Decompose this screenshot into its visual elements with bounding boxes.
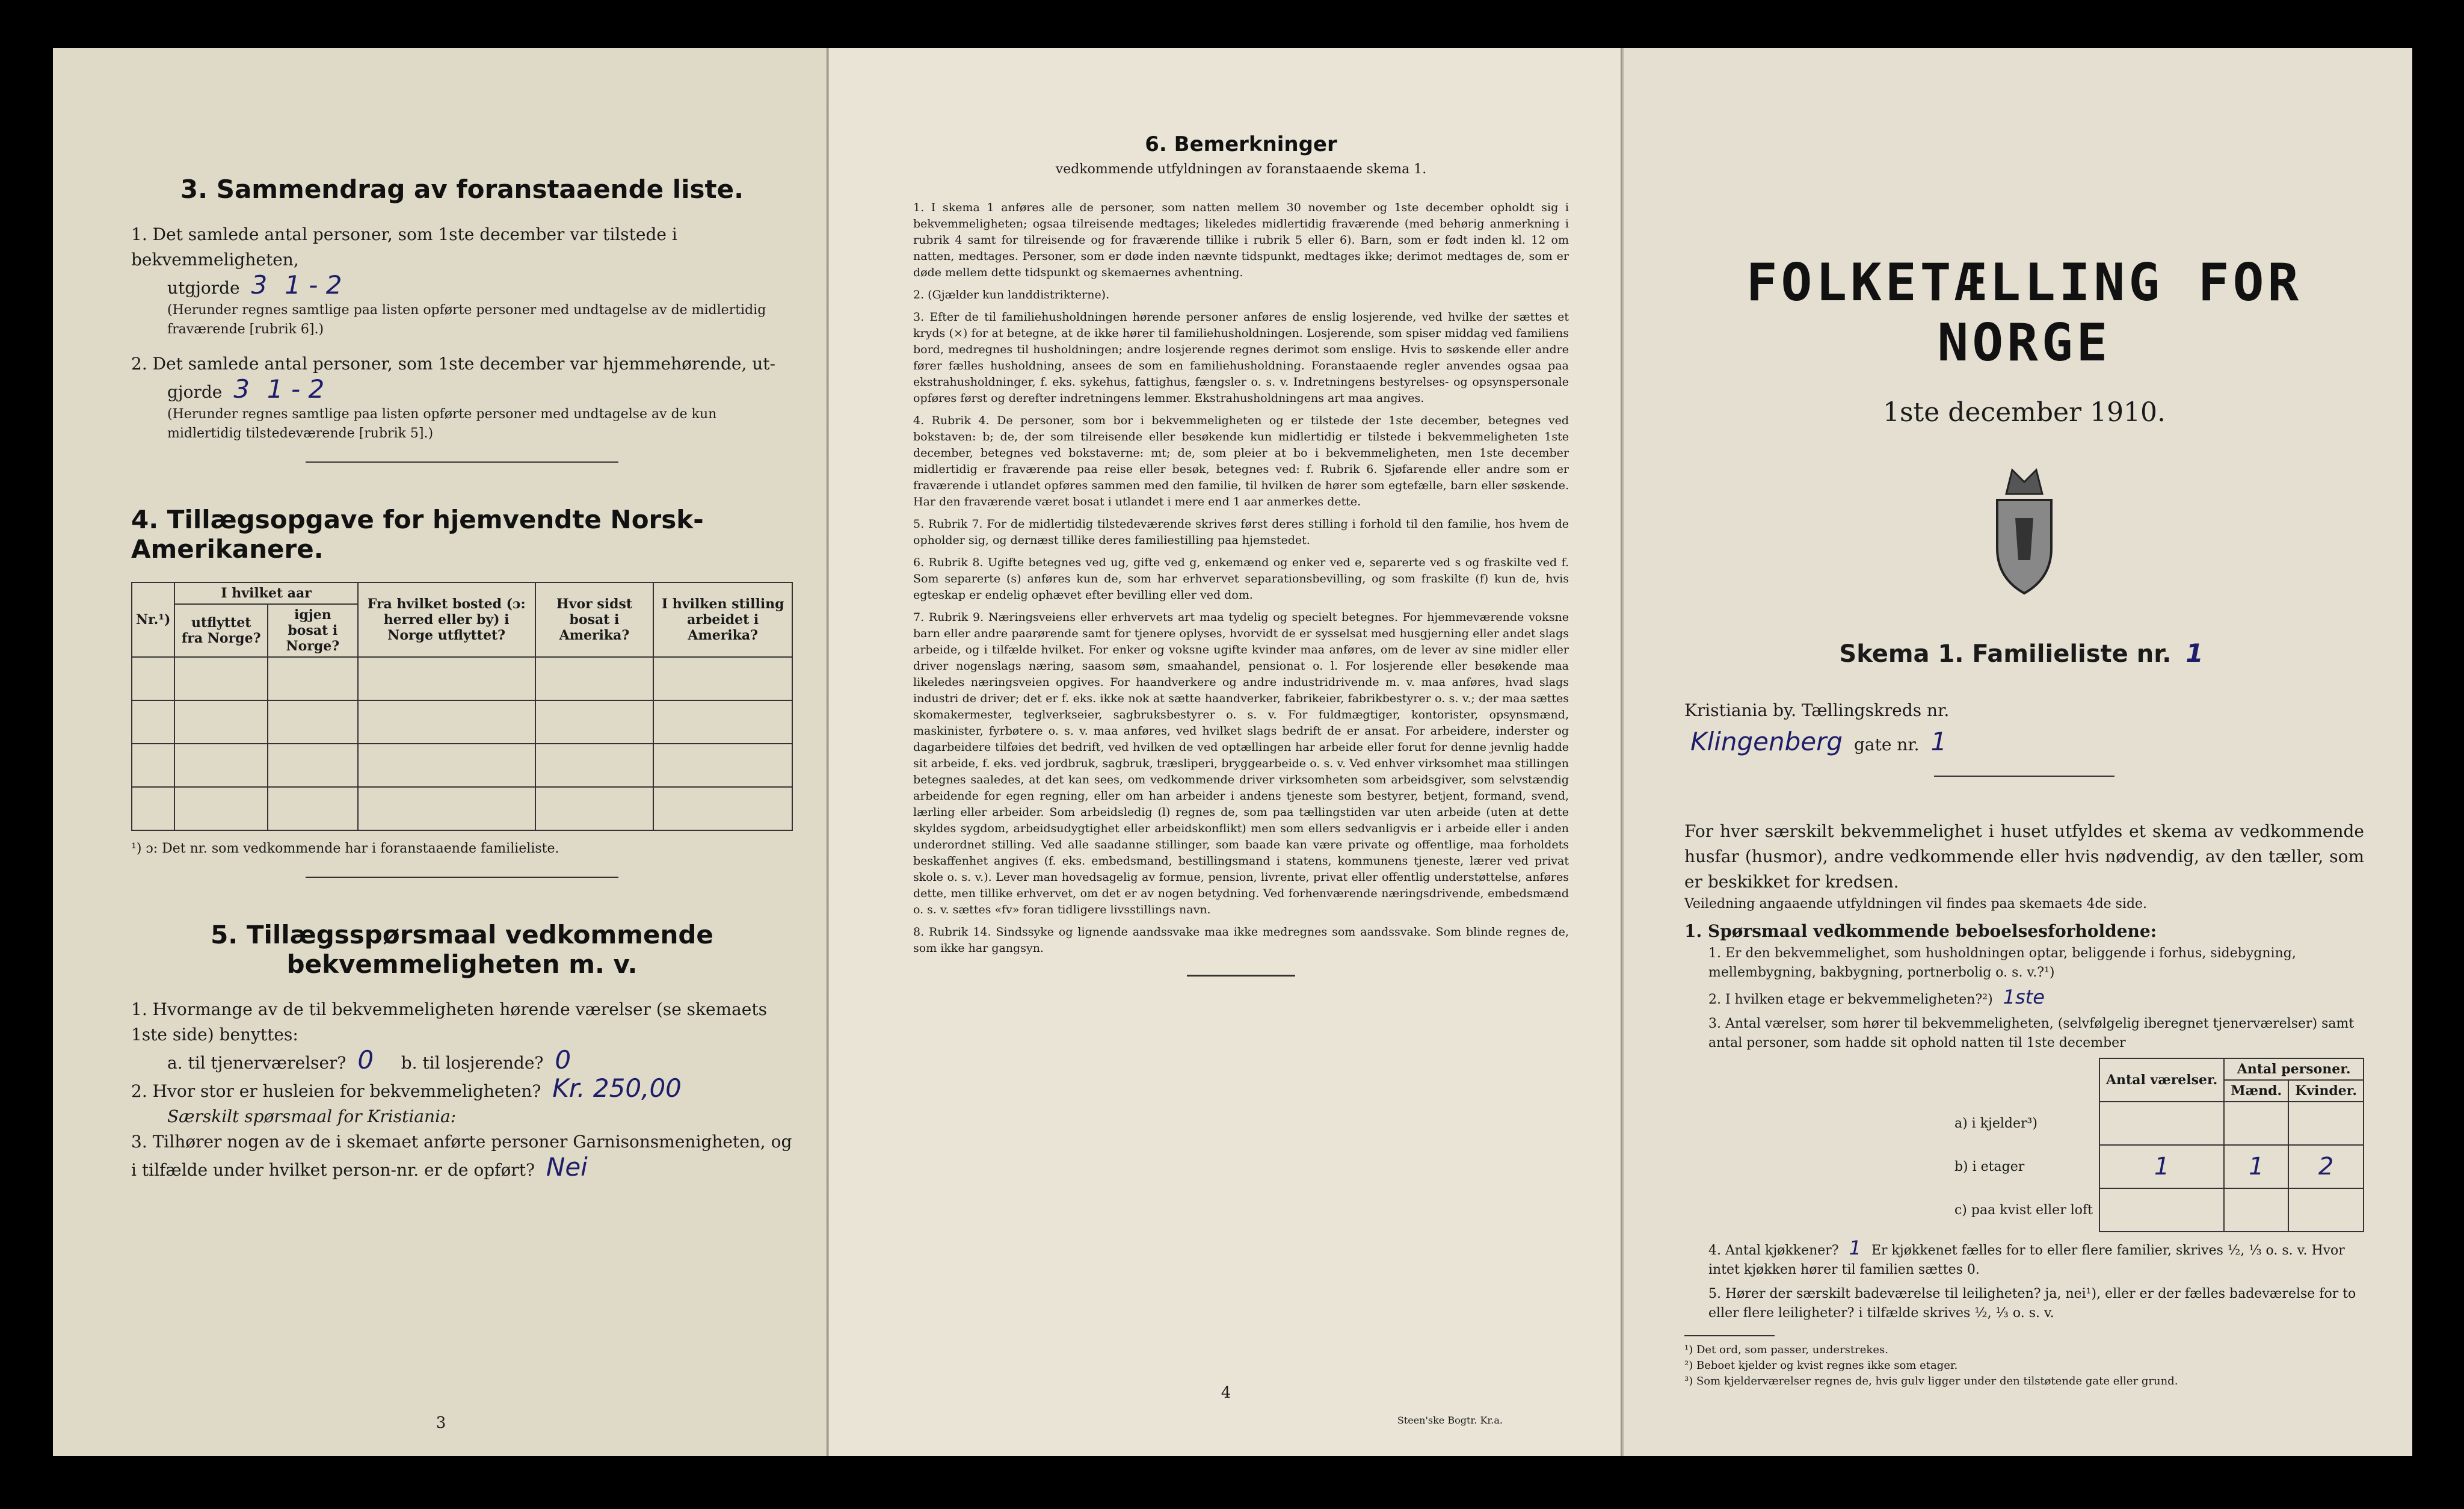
intro-text: For hver særskilt bekvemmelighet i huset utfyldes et skema av vedkommende husfar (husmor), andre vedkommende eller hvis nødvendig, av den tæller, som er beskikket for kredsen. xyxy=(1684,821,2364,892)
street-number: 1 xyxy=(1930,727,1947,756)
table-row xyxy=(1948,1102,2364,1145)
divider xyxy=(1187,975,1295,977)
row-label: b) i etager xyxy=(1954,1159,2025,1174)
table-row xyxy=(132,657,792,700)
sec3-item1-hand: 1 - 2 xyxy=(285,270,342,300)
page-number: 3 xyxy=(436,1414,446,1432)
sec5-item2-hand: Kr. 250,00 xyxy=(552,1073,682,1103)
sec3-item2-value: 3 xyxy=(233,374,250,404)
sec5-item1: 1. Hvormange av de til bekvemmeligheten hørende værelser (se skemaets 1ste side) benyttes: xyxy=(131,999,767,1045)
table-row xyxy=(132,787,792,830)
street-name: Klingenberg xyxy=(1690,727,1843,756)
footnote: ³) Som kjelderværelser regnes de, hvis gulv ligger under den tilstøtende gate eller grund. xyxy=(1684,1375,2178,1387)
divider xyxy=(306,877,618,878)
sec3-item2-prefix: gjorde xyxy=(167,382,223,402)
divider xyxy=(1934,776,2114,777)
sec5-item3-line xyxy=(131,1129,793,1183)
remark-item: 6. Rubrik 8. Ugifte betegnes ved ug, gifte ved g, enkemænd og enker ved e, separerte ved s og fraskilte ved f. Som separerte (s) anføres kun de, som har erhvervet separationsbevilling, og som fraskilte (f) kun de, hvis egteskap er endelig ophævet efter bevilling eller ved dom. xyxy=(913,556,1569,602)
women-value: 2 xyxy=(2288,1145,2364,1188)
remark-item: 3. Efter de til familiehusholdningen hørende personer anføres de enslig losjerende, ved hvilke der sættes et kryds (×) for at betegne, at de ikke hører til familiehusholdningen. Losjerende, som spiser middag ved familiens bord, medregnes til husholdningen; andre losjerende regnes derimot som enslige. Hvis to søskende eller andre fører fælles husholdning, ansees de som en familiehusholdning. Foranstaaende regler anvendes ogsaa paa ekstrahusholdninger, f. eks. sykehus, fattighus, fængsler o. s. v. Indretningens bestyrelses- og opsynspersonale opføres først og derefter indretningens lemmer. Ekstrahusholdningens art maa angives. xyxy=(913,310,1569,405)
remark-item: 5. Rubrik 7. For de midlertidig tilstedeværende skrives først deres stilling i forhold til den familie, hos hvem de opholder sig, og dernæst tillike deres familiestilling paa hjemstedet. xyxy=(913,517,1569,547)
q1-item1: 1. Er den bekvemmelighet, som husholdningen optar, beliggende i forhus, sidebygning, mellembygning, bakbygning, portnerbolig o. s. v.?¹) xyxy=(1708,946,2296,980)
sec3-item1-note: (Herunder regnes samtlige paa listen opførte personer med undtagelse av de midlertidig fraværende [rubrik 6].) xyxy=(167,303,766,337)
sec3-item2: 2. Det samlede antal personer, som 1ste december var hjemmehørende, ut- xyxy=(131,354,775,374)
q1-item2-line xyxy=(1708,987,2364,1010)
sec3-item2-note: (Herunder regnes samtlige paa listen opførte personer med undtagelse av de kun midlertidig tilstedeværende [rubrik 5].) xyxy=(167,407,717,441)
sec3-item1-prefix: utgjorde xyxy=(167,278,240,298)
sec5-kristiania: Særskilt spørsmaal for Kristiania: xyxy=(167,1106,457,1126)
footnote: ²) Beboet kjelder og kvist regnes ikke som etager. xyxy=(1684,1359,1958,1372)
sec5-item1a-hand: 0 xyxy=(357,1045,374,1075)
page-number: 4 xyxy=(1221,1384,1231,1402)
q1-item2: 2. I hvilken etage er bekvemmeligheten?²) xyxy=(1708,992,1993,1007)
remark-item: 7. Rubrik 9. Næringsveiens eller erhvervets art maa tydelig og specielt betegnes. For hjemmeværende voksne barn eller andre paarørende samt for tjenere oplyses, hvorvidt de er sysselsat med husgjerning eller andet slags arbeide, og i tilfælde hvilket. For enker og voksne ugifte kvinder maa anføres, om de lever av sine midler eller driver nogenslags næring, saasom søm, smaahandel, pensionat o. l. For losjerende eller besøkende maa likeledes næringsveien opgives. For haandverkere og andre industridrivende m. v. maa anføres, hvad slags industri de driver; det er f. eks. ikke nok at sætte haandverker, fabrikeier, fabrikbestyrer o. s. v.; der maa sættes skomakermester, teglverkseier, sagbruksbestyrer o. s. v. For fuldmægtiger, kontorister, opsynsmænd, maskinister, fyrbøtere o. s. v. maa anføres, ved hvilket slags bedrift de er ansat. For arbeidere, inderster og dagarbeidere tilføies det bedrift, ved hvilken de ved optællingen har arbeide eller forut for denne jevnlig hadde sit arbeide, f. eks. ved jordbruk, sagbruk, træsliperi, bryggearbeide o. s. v. Ved enhver virksomhet maa stillingen betegnes saaledes, at det kan sees, om vedkommende driver virksomheten som arbeidsgiver, som selvstændig arbeidende for egen regning, eller om han arbeider i andens tjeneste som bestyrer, betjent, formand, svend, lærling eller arbeider. Som arbeidsledig (l) regnes de, som paa tællingstiden var uten arbeide (uten at dette skyldes sygdom, arbeidsudygtighet eller arbeidskonflikt) men som ellers sedvanligvis er i arbeide eller i anden underordnet stilling. Ved alle saadanne stillinger, som baade kan være private og offentlige, maa forholdets beskaffenhet angives (f. eks. embedsmand, bestillingsmand i statens, kommunens tjeneste, lærer ved privat skole o. s. v.). Lever man hovedsagelig av formue, pension, livrente, privat eller offentlig understøttelse, anføres dette, men tillike erhvervet, om det er av nogen betydning. Ved forhenværende næringsdrivende, embedsmænd o. s. v. sættes «fv» foran tidligere livsstillings navn. xyxy=(913,611,1569,916)
sec3-item1-value: 3 xyxy=(251,270,268,300)
census-title: FOLKETÆLLING FOR NORGE xyxy=(1746,253,2303,373)
row-label: c) paa kvist eller loft xyxy=(1954,1202,2093,1218)
q1-item4-line xyxy=(1708,1238,2364,1280)
sec5-item2-line xyxy=(131,1073,793,1104)
skema-line xyxy=(1684,638,2364,668)
col-last-residence: Hvor sidst bosat i Amerika? xyxy=(535,582,654,657)
q1-item4-rest: Er kjøkkenet fælles for to eller flere familier, skrives ½, ⅓ o. s. v. Hvor intet kjøkken hører til familien sættes 0. xyxy=(1708,1243,2345,1277)
divider xyxy=(1684,1335,1775,1336)
col-men: Mænd. xyxy=(2224,1080,2288,1102)
section-3-title: 3. Sammendrag av foranstaaende liste. xyxy=(180,174,744,204)
sec5-item3-hand: Nei xyxy=(546,1152,588,1182)
section-4-title: 4. Tillægsopgave for hjemvendte Norsk-Amerikanere. xyxy=(131,505,704,564)
sec5-item1b: b. til losjerende? xyxy=(401,1053,544,1073)
remark-item: 2. (Gjælder kun landdistrikterne). xyxy=(913,288,1110,301)
remark-item: 1. I skema 1 anføres alle de personer, som natten mellem 30 november og 1ste december opholdt sig i bekvemmeligheten; ogsaa tilreisende medtages; likeledes midlertidig fraværende (med behørig anmerkning i rubrik 4 samt for tilreisende og for fraværende tillike i rubrik 5 eller 6). Barn, som er født inden kl. 12 om natten, medtages. Personer, som er døde inden nævnte tidspunkt, medtages ikke; derimot medtages de, som er døde mellem dette tidspunkt og skemaernes avhentning. xyxy=(913,201,1569,279)
sec3-item1: 1. Det samlede antal personer, som 1ste december var tilstede i bekvemmeligheten, xyxy=(131,224,677,270)
table-row xyxy=(132,700,792,744)
sec5-item3: 3. Tilhører nogen av de i skemaet anførte personer Garnisonsmenigheten, og i tilfælde under hvilket person-nr. er de opført? xyxy=(131,1132,792,1180)
census-date: 1ste december 1910. xyxy=(1882,397,2166,428)
footnote: ¹) Det ord, som passer, understrekes. xyxy=(1684,1344,1888,1356)
q1-item4: 4. Antal kjøkkener? xyxy=(1708,1243,1839,1258)
sec5-item1-answers xyxy=(167,1045,793,1076)
col-group-year: I hvilket aar xyxy=(174,582,357,604)
col-women: Kvinder. xyxy=(2288,1080,2364,1102)
men-value: 1 xyxy=(2224,1145,2288,1188)
norsk-amerikanere-table xyxy=(131,582,793,831)
sec3-item2-answer xyxy=(167,374,793,405)
section-5-title: 5. Tillægsspørsmaal vedkommende bekvemmeligheten m. v. xyxy=(211,920,713,979)
rooms-value: 1 xyxy=(2099,1145,2224,1188)
remark-item: 8. Rubrik 14. Sindssyke og lignende aandssvake maa ikke medregnes som aandssvake. Som blinde regnes de, som ikke har gangsyn. xyxy=(913,925,1569,955)
skema-label: Skema 1. Familieliste nr. xyxy=(1839,640,2172,668)
sec3-item1-answer xyxy=(167,270,793,301)
col-occupation: I hvilken stilling arbeidet i Amerika? xyxy=(653,582,792,657)
rooms-persons-table xyxy=(1948,1058,2364,1232)
col-emigrated: utflyttet fra Norge? xyxy=(174,604,268,657)
table-row xyxy=(132,744,792,787)
col-returned: igjen bosat i Norge? xyxy=(268,604,358,657)
intro-note: Veiledning angaaende utfyldningen vil findes paa skemaets 4de side. xyxy=(1684,896,2148,912)
col-nr: Nr.¹) xyxy=(132,582,174,657)
row-label: a) i kjelder³) xyxy=(1954,1116,2037,1131)
street-suffix: gate nr. xyxy=(1853,735,1920,754)
city-line: Kristiania by. Tællingskreds nr. xyxy=(1684,700,1950,720)
middle-page xyxy=(829,48,1623,1456)
sec4-footnote: ¹) ɔ: Det nr. som vedkommende har i foranstaaende familieliste. xyxy=(131,841,559,856)
q1-item2-hand: 1ste xyxy=(2003,986,2045,1008)
divider xyxy=(306,461,618,463)
right-page xyxy=(1624,48,2412,1456)
col-group-persons: Antal personer. xyxy=(2224,1058,2364,1080)
remarks-subtitle: vedkommende utfyldningen av foranstaaende skema 1. xyxy=(1055,162,1427,177)
col-from-where: Fra hvilket bosted (ɔ: herred eller by) i Norge utflyttet? xyxy=(358,582,535,657)
norway-crest-icon xyxy=(1979,458,2069,596)
skema-number: 1 xyxy=(2185,638,2204,668)
q1-title: 1. Spørsmaal vedkommende beboelsesforholdene: xyxy=(1684,921,2157,941)
sec5-item1a: a. til tjenerværelser? xyxy=(167,1053,346,1073)
q1-item3: 3. Antal værelser, som hører til bekvemmeligheten, (selvfølgelig iberegnet tjenerværelser) samt antal personer, som hadde sit ophold natten til 1ste december xyxy=(1708,1016,2355,1051)
sec3-item2-hand: 1 - 2 xyxy=(266,374,325,404)
table-row xyxy=(1948,1145,2364,1188)
q1-item4-hand: 1 xyxy=(1849,1236,1861,1259)
left-page xyxy=(53,48,829,1456)
street-line xyxy=(1684,729,2364,758)
remark-item: 4. Rubrik 4. De personer, som bor i bekvemmeligheten og er tilstede der 1ste december, betegnes ved bokstaven: b; de, der som tilreisende eller besøkende kun midlertidig er tilstede i bekvemmeligheten 1ste december, betegnes ved bokstaverne: mt; de, som pleier at bo i bekvemmeligheten, men 1ste december midlertidig er fraværende paa reise eller besøk, betegnes ved: f. Rubrik 6. Sjøfarende eller andre som er fraværende i utlandet opføres sammen med den familie, til hvilken de hører som egtefælle, barn eller søskende. Har den fraværende været bosat i utlandet i mere end 1 aar anmerkes dette. xyxy=(913,414,1569,508)
sec5-item1b-hand: 0 xyxy=(555,1045,571,1075)
q1-item5: 5. Hører der særskilt badeværelse til leiligheten? ja, nei¹), eller er der fælles badeværelse for to eller flere leiligheter? i tilfælde skrives ½, ⅓ o. s. v. xyxy=(1708,1286,2356,1321)
printer-credit: Steen'ske Bogtr. Kr.a. xyxy=(1397,1415,1503,1426)
sec5-item2: 2. Hvor stor er husleien for bekvemmeligheten? xyxy=(131,1081,541,1101)
remarks-title: 6. Bemerkninger xyxy=(1145,132,1337,156)
col-rooms: Antal værelser. xyxy=(2099,1058,2224,1102)
table-row xyxy=(1948,1188,2364,1232)
